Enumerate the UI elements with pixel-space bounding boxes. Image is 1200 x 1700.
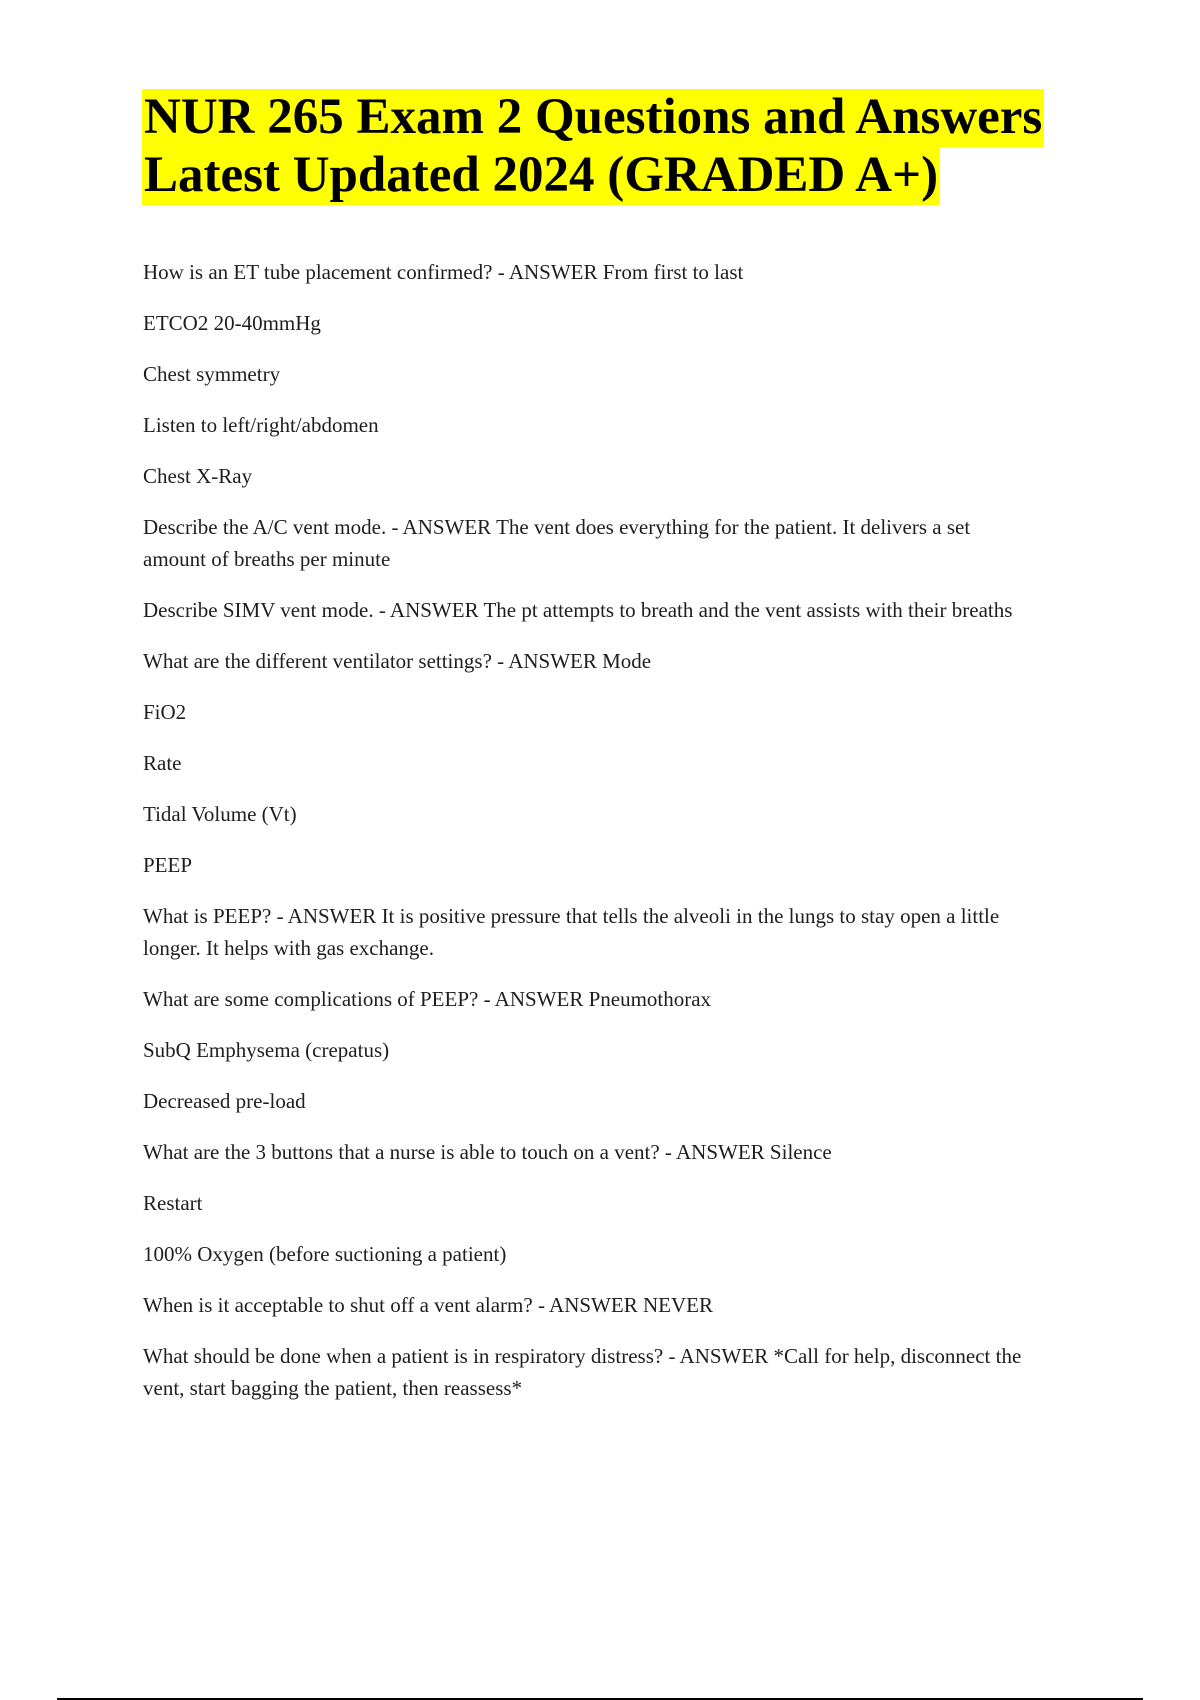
qa-line: PEEP xyxy=(143,853,193,877)
qa-line: ETCO2 20-40mmHg xyxy=(143,311,321,335)
qa-line: What are the different ventilator settings? - ANSWER Mode xyxy=(143,649,652,673)
qa-line: 100% Oxygen (before suctioning a patient) xyxy=(143,1242,507,1266)
qa-line: How is an ET tube placement confirmed? - ANSWER From first to last xyxy=(143,260,744,284)
qa-line: Describe the A/C vent mode. - ANSWER The vent does everything for the patient. It delivers a set amount of breaths per minute xyxy=(143,515,971,571)
document-title xyxy=(142,88,1082,204)
qa-line: When is it acceptable to shut off a vent alarm? - ANSWER NEVER xyxy=(143,1293,713,1317)
qa-line: Decreased pre-load xyxy=(143,1089,306,1113)
qa-line: What is PEEP? - ANSWER It is positive pressure that tells the alveoli in the lungs to stay open a little longer. It helps with gas exchange. xyxy=(143,904,1000,960)
qa-content xyxy=(143,256,1023,1423)
qa-line: What are the 3 buttons that a nurse is able to touch on a vent? - ANSWER Silence xyxy=(143,1140,832,1164)
qa-line: Chest X-Ray xyxy=(143,464,253,488)
qa-line: Describe SIMV vent mode. - ANSWER The pt attempts to breath and the vent assists with their breaths xyxy=(143,598,1013,622)
title-line-2: Latest Updated 2024 (GRADED A+) xyxy=(144,147,939,203)
qa-line: What are some complications of PEEP? - ANSWER Pneumothorax xyxy=(143,987,712,1011)
qa-line: Restart xyxy=(143,1191,203,1215)
qa-line: FiO2 xyxy=(143,700,187,724)
qa-line: SubQ Emphysema (crepatus) xyxy=(143,1038,390,1062)
qa-line: Listen to left/right/abdomen xyxy=(143,413,379,437)
qa-line: Tidal Volume (Vt) xyxy=(143,802,297,826)
qa-line: Rate xyxy=(143,751,182,775)
title-line-1: NUR 265 Exam 2 Questions and Answers xyxy=(144,89,1043,145)
qa-line: Chest symmetry xyxy=(143,362,281,386)
qa-line: What should be done when a patient is in respiratory distress? - ANSWER *Call for help, disconnect the vent, start bagging the patient, then reassess* xyxy=(143,1344,1022,1400)
